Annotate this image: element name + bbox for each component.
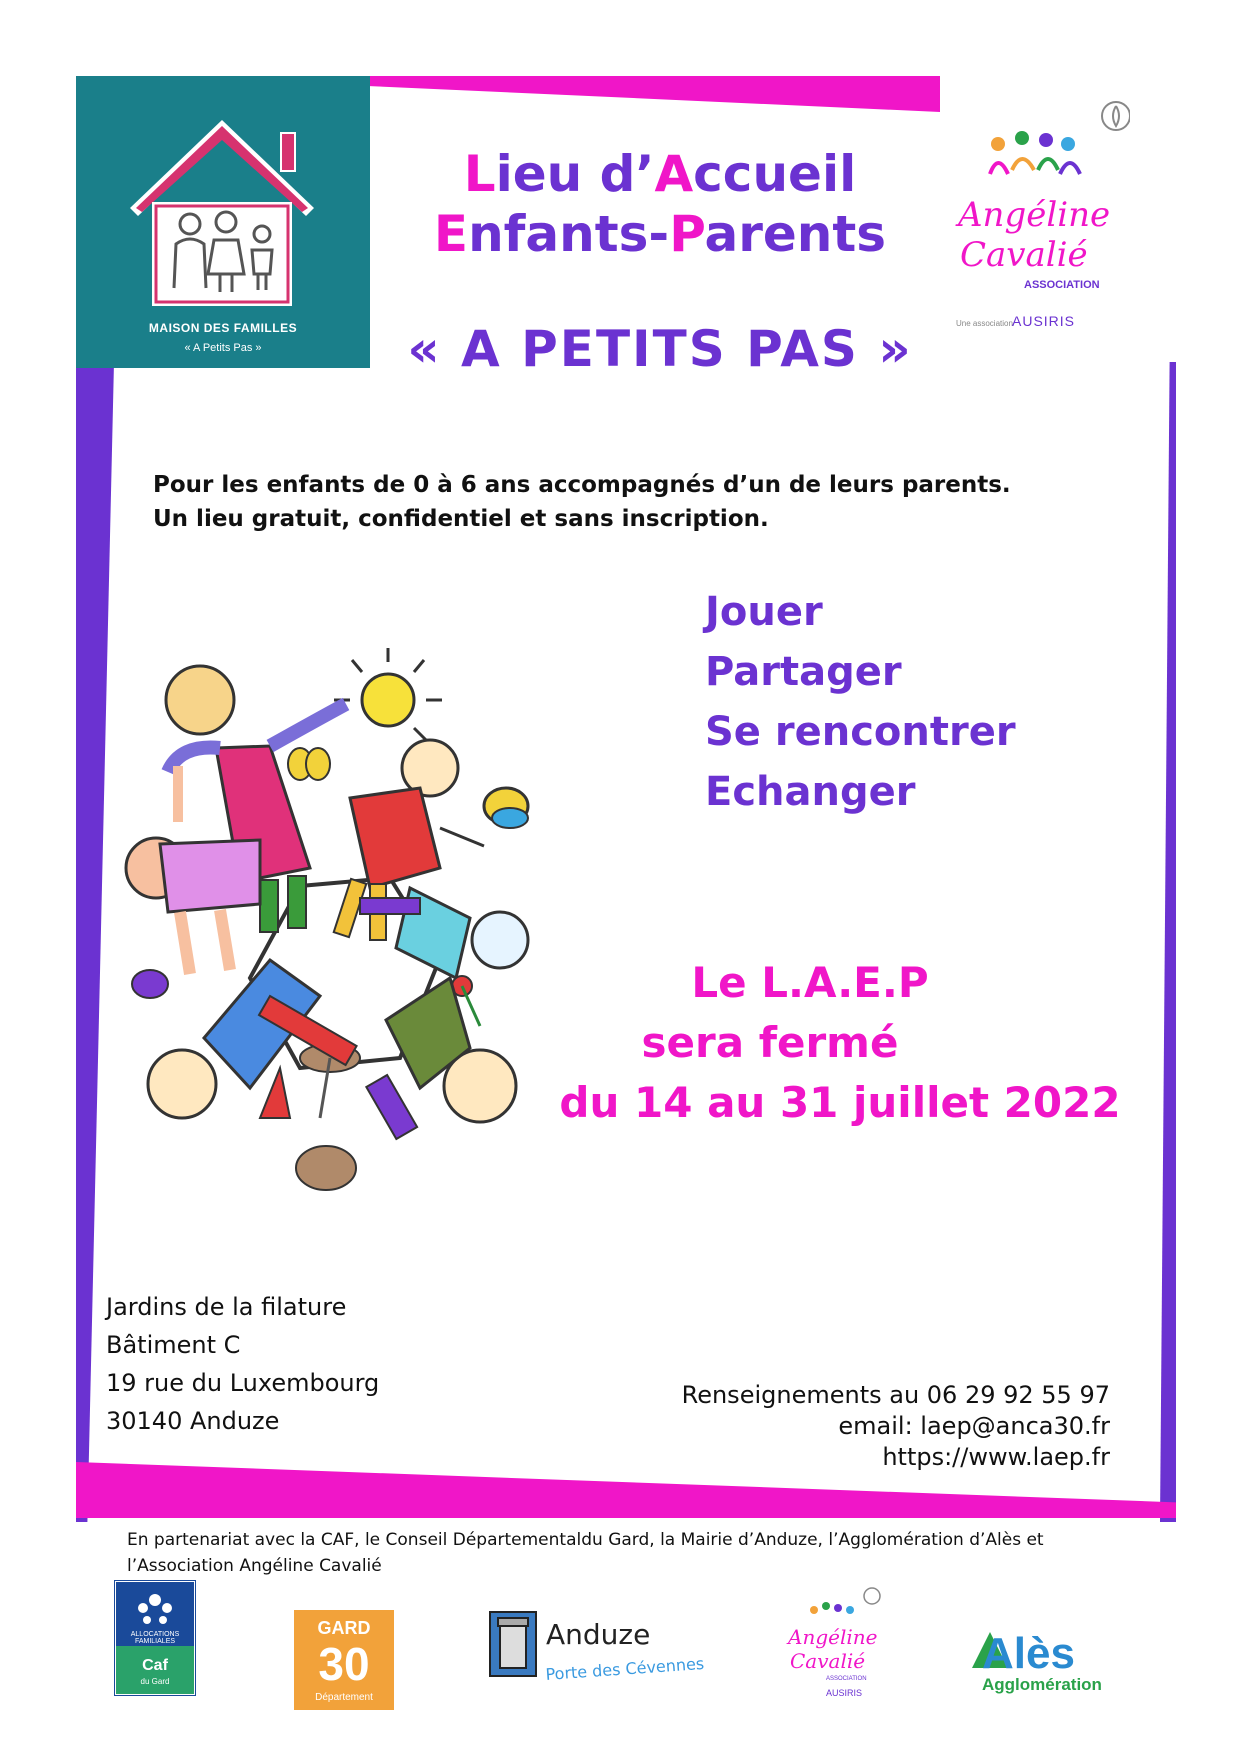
house-family-icon bbox=[124, 112, 320, 308]
contact-website[interactable]: https://www.laep.fr bbox=[882, 1443, 1110, 1471]
logo-caption-title: MAISON DES FAMILLES bbox=[148, 321, 298, 335]
svg-text:Cavalié: Cavalié bbox=[790, 1649, 866, 1673]
intro-line-1: Pour les enfants de 0 à 6 ans accompagnés d’un de leurs parents. bbox=[153, 472, 1011, 498]
notice-line-2: sera fermé bbox=[641, 1018, 899, 1067]
ales-sub: Agglomération bbox=[982, 1675, 1102, 1694]
gard-sub: Département bbox=[315, 1692, 373, 1703]
page-subtitle: « A PETITS PAS » bbox=[407, 320, 913, 378]
address-block bbox=[106, 1288, 379, 1440]
activities-list bbox=[705, 582, 1016, 822]
svg-text:ASSOCIATION: ASSOCIATION bbox=[826, 1676, 867, 1682]
notice-line-3: du 14 au 31 juillet 2022 bbox=[559, 1078, 1121, 1127]
title-line-1: Lieu d’Accueil bbox=[463, 145, 857, 203]
contact-phone: Renseignements au 06 29 92 55 97 bbox=[681, 1381, 1110, 1409]
activity-item: Echanger bbox=[705, 769, 916, 815]
anduze-name: Anduze bbox=[546, 1618, 651, 1651]
angeline-cavalie-small-logo bbox=[780, 1584, 890, 1700]
address-line: 30140 Anduze bbox=[106, 1407, 280, 1435]
ang-association-tag: ASSOCIATION bbox=[1024, 279, 1100, 291]
gard-number: 30 bbox=[318, 1638, 370, 1690]
ang-name-line2: Cavalié bbox=[960, 235, 1088, 275]
ales-agglomeration-logo bbox=[968, 1620, 1118, 1700]
contact-block bbox=[640, 1380, 1110, 1473]
intro-text bbox=[153, 468, 1011, 536]
ang-sub: Une association bbox=[956, 319, 1013, 328]
contact-email[interactable]: email: laep@anca30.fr bbox=[838, 1412, 1110, 1440]
top-pink-bar bbox=[370, 76, 940, 112]
gard-name: GARD bbox=[317, 1618, 371, 1638]
right-purple-bar bbox=[1160, 362, 1176, 1522]
address-line: 19 rue du Luxembourg bbox=[106, 1369, 380, 1397]
partners-text: En partenariat avec la CAF, le Conseil Départementaldu Gard, la Mairie d’Anduze, l’Agglomération d’Alès et l’Association Angéline Cavalié bbox=[127, 1530, 1044, 1576]
ales-name: Alès bbox=[982, 1629, 1075, 1678]
ang-name-line1: Angéline bbox=[958, 195, 1111, 235]
intro-line-2: Un lieu gratuit, confidentiel et sans inscription. bbox=[153, 506, 769, 532]
logo-caption-subtitle: « A Petits Pas » bbox=[184, 342, 262, 354]
maison-des-familles-logo bbox=[76, 76, 370, 368]
ausiris-label: AUSIRIS bbox=[1012, 313, 1076, 329]
notice-line-1: Le L.A.E.P bbox=[691, 958, 929, 1007]
activity-item: Se rencontrer bbox=[705, 709, 1016, 755]
gard-30-logo bbox=[294, 1610, 394, 1710]
caf-sub: du Gard bbox=[140, 1677, 170, 1686]
caf-line2: FAMILIALES bbox=[134, 1638, 176, 1645]
anduze-sub: Porte des Cévennes bbox=[544, 1653, 705, 1684]
svg-text:AUSIRIS: AUSIRIS bbox=[826, 1688, 863, 1698]
caf-line1: ALLOCATIONS bbox=[130, 1631, 180, 1638]
address-line: Jardins de la filature bbox=[106, 1293, 347, 1321]
activity-item: Partager bbox=[705, 649, 902, 695]
caf-name: Caf bbox=[142, 1657, 168, 1674]
angeline-cavalie-logo bbox=[950, 96, 1130, 346]
anduze-logo bbox=[488, 1608, 718, 1698]
svg-text:Angéline: Angéline bbox=[788, 1625, 878, 1649]
caf-logo bbox=[114, 1580, 196, 1696]
address-line: Bâtiment C bbox=[106, 1331, 241, 1359]
children-circle-illustration bbox=[120, 648, 600, 1248]
activity-item: Jouer bbox=[705, 589, 823, 635]
title-line-2: Enfants-Parents bbox=[433, 205, 887, 263]
